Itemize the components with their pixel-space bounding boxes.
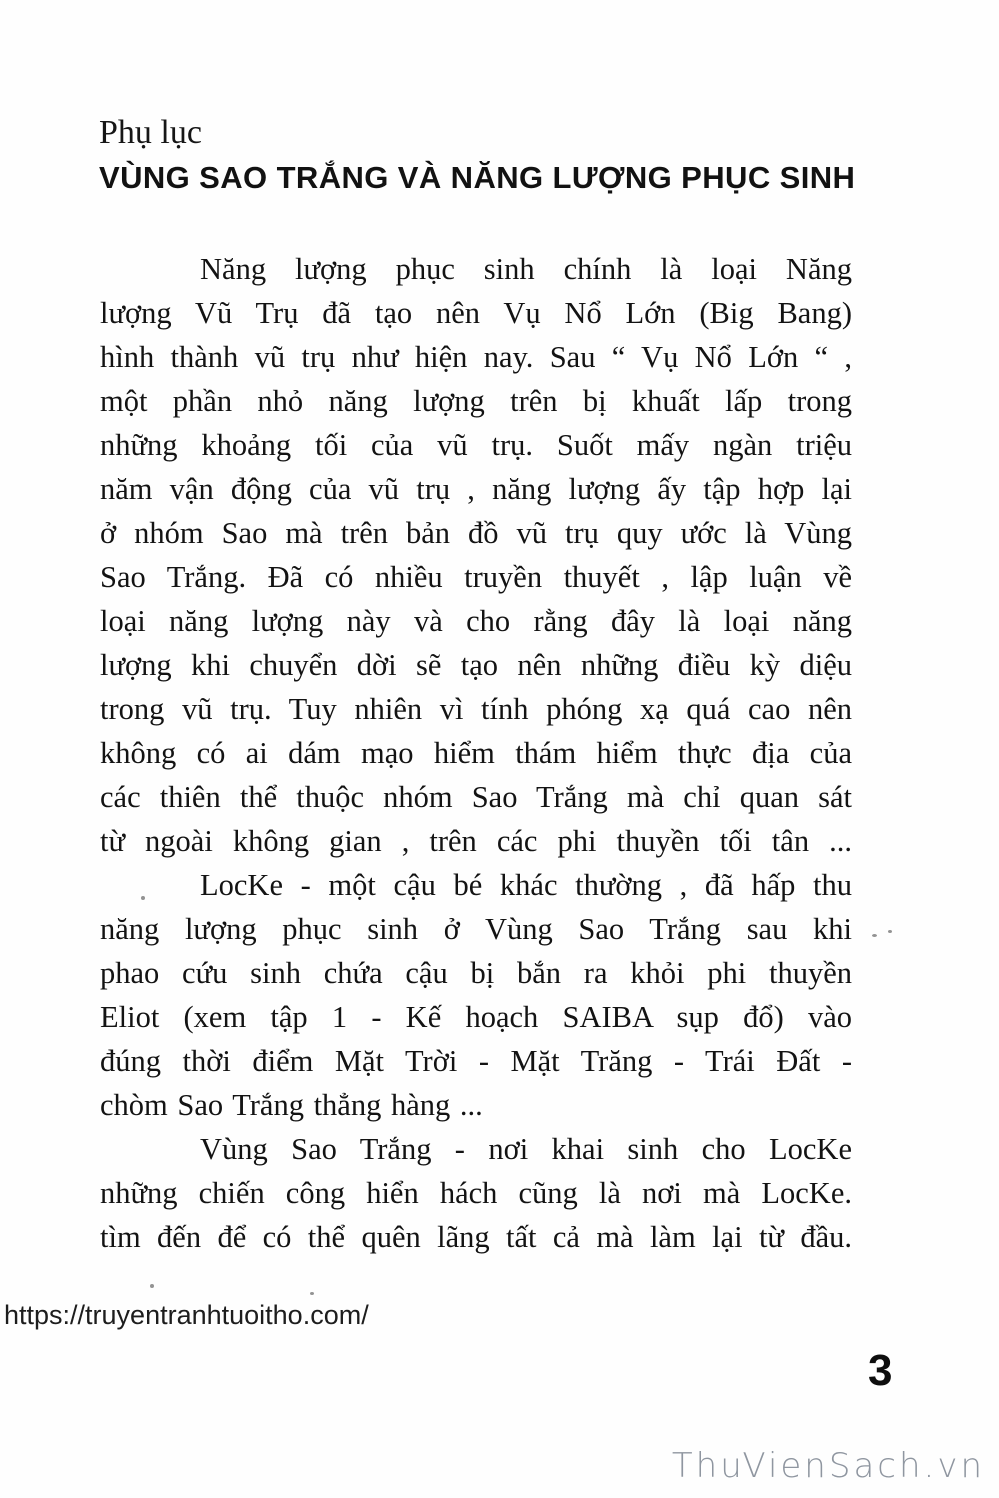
text-line: chòm Sao Trắng thẳng hàng ... (100, 1088, 483, 1122)
section-kicker: Phụ lục (99, 114, 202, 151)
text-line: lượng khi chuyển dời sẽ tạo nên những điều kỳ diệu (100, 648, 852, 682)
text-line: năng lượng phục sinh ở Vùng Sao Trắng sau khi (100, 912, 852, 946)
text-line: từ ngoài không gian , trên các phi thuyền tối tân ... (100, 824, 852, 858)
text-line: đúng thời điểm Mặt Trời - Mặt Trăng - Trái Đất - (100, 1044, 852, 1078)
text-line: phao cứu sinh chứa cậu bị bắn ra khỏi phi thuyền (100, 956, 852, 990)
text-line: các thiên thể thuộc nhóm Sao Trắng mà chỉ quan sát (100, 780, 852, 814)
page-number: 3 (868, 1346, 893, 1395)
body-text (100, 247, 852, 1259)
scan-noise (310, 1292, 314, 1295)
text-line: lượng Vũ Trụ đã tạo nên Vụ Nổ Lớn (Big Bang) (100, 296, 852, 330)
source-url: https://truyentranhtuoitho.com/ (4, 1300, 369, 1330)
watermark-thuviensach: ThuVienSach.vn (671, 1446, 985, 1486)
text-line: không có ai dám mạo hiểm thám hiểm thực địa của (100, 736, 852, 770)
text-line: Eliot (xem tập 1 - Kế hoạch SAIBA sụp đổ) vào (100, 1000, 852, 1034)
text-line: trong vũ trụ. Tuy nhiên vì tính phóng xạ quá cao nên (100, 692, 852, 726)
text-line: ở nhóm Sao mà trên bản đồ vũ trụ quy ước là Vùng (100, 516, 852, 550)
text-line: một phần nhỏ năng lượng trên bị khuất lấp trong (100, 384, 852, 418)
text-line: tìm đến để có thể quên lãng tất cả mà làm lại từ đầu. (100, 1220, 852, 1254)
text-line: Vùng Sao Trắng - nơi khai sinh cho LocKe (200, 1132, 852, 1166)
scan-noise (872, 934, 877, 937)
text-line: năm vận động của vũ trụ , năng lượng ấy tập hợp lại (100, 472, 852, 506)
scan-noise (888, 930, 892, 933)
text-line: Năng lượng phục sinh chính là loại Năng (200, 252, 852, 286)
scan-noise (141, 896, 145, 900)
text-line: những khoảng tối của vũ trụ. Suốt mấy ngàn triệu (100, 428, 852, 462)
page-title: VÙNG SAO TRẮNG VÀ NĂNG LƯỢNG PHỤC SINH (99, 160, 856, 195)
text-line: loại năng lượng này và cho rằng đây là loại năng (100, 604, 852, 638)
text-line: LocKe - một cậu bé khác thường , đã hấp thu (200, 868, 852, 902)
text-line: những chiến công hiển hách cũng là nơi mà LocKe. (100, 1176, 852, 1210)
text-line: hình thành vũ trụ như hiện nay. Sau “ Vụ Nổ Lớn “ , (100, 340, 852, 374)
scan-noise (150, 1284, 154, 1288)
text-line: Sao Trắng. Đã có nhiều truyền thuyết , lập luận về (100, 560, 852, 594)
